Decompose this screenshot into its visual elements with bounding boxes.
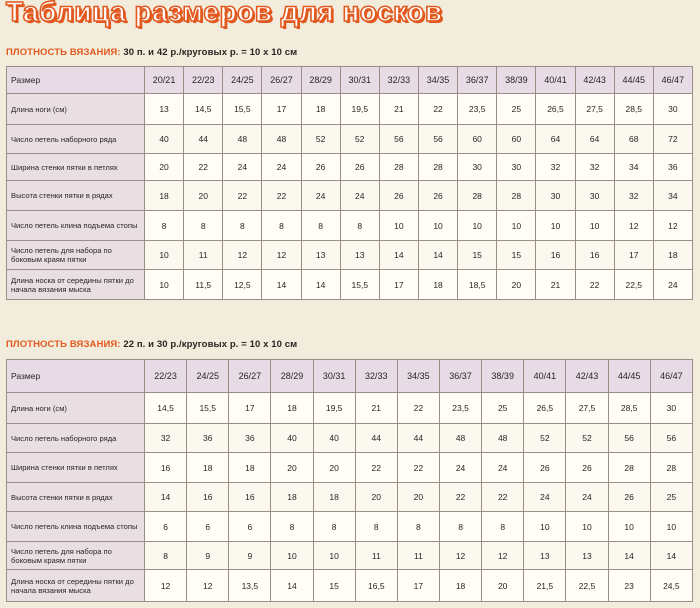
value-cell: 10 [145, 241, 184, 270]
size-header-cell: 22/23 [184, 67, 223, 94]
value-cell: 8 [340, 211, 379, 241]
value-cell: 22,5 [614, 270, 653, 300]
row-label: Число петель для набора по боковым краям пятки [7, 241, 145, 270]
value-cell: 9 [187, 542, 229, 570]
table-row [7, 542, 693, 570]
value-cell: 26 [340, 154, 379, 181]
value-cell: 10 [566, 512, 608, 542]
value-cell: 22 [575, 270, 614, 300]
value-cell: 36 [229, 424, 271, 453]
table-row [7, 125, 693, 154]
value-cell: 23,5 [439, 393, 481, 424]
value-cell: 16 [229, 483, 271, 512]
value-cell: 18 [145, 181, 184, 211]
value-cell: 26,5 [524, 393, 566, 424]
table-row [7, 94, 693, 125]
row-label: Высота стенки пятки в рядах [7, 181, 145, 211]
size-header-cell: 30/31 [340, 67, 379, 94]
value-cell: 14 [262, 270, 301, 300]
value-cell: 40 [313, 424, 355, 453]
table-row [7, 270, 693, 300]
value-cell: 18 [653, 241, 692, 270]
value-cell: 11 [184, 241, 223, 270]
gauge-line-2 [6, 339, 297, 350]
value-cell: 52 [524, 424, 566, 453]
value-cell: 15 [313, 570, 355, 602]
value-cell: 48 [439, 424, 481, 453]
value-cell: 27,5 [575, 94, 614, 125]
value-cell: 14,5 [145, 393, 187, 424]
value-cell: 12,5 [223, 270, 262, 300]
value-cell: 21 [536, 270, 575, 300]
table-row [7, 483, 693, 512]
value-cell: 14 [301, 270, 340, 300]
value-cell: 26 [301, 154, 340, 181]
value-cell: 25 [650, 483, 692, 512]
size-header-cell: 32/33 [379, 67, 418, 94]
value-cell: 30 [458, 154, 497, 181]
value-cell: 8 [184, 211, 223, 241]
value-cell: 19,5 [313, 393, 355, 424]
value-cell: 24 [566, 483, 608, 512]
value-cell: 28,5 [608, 393, 650, 424]
value-cell: 13 [340, 241, 379, 270]
value-cell: 25 [497, 94, 536, 125]
value-cell: 24 [340, 181, 379, 211]
value-cell: 13,5 [229, 570, 271, 602]
value-cell: 22 [355, 453, 397, 483]
size-header-cell: 38/39 [497, 67, 536, 94]
value-cell: 30 [650, 393, 692, 424]
size-header-cell: 44/45 [608, 360, 650, 393]
value-cell: 17 [397, 570, 439, 602]
value-cell: 10 [379, 211, 418, 241]
gauge-text: 22 п. и 30 р./круговых р. = 10 х 10 см [123, 339, 298, 350]
value-cell: 30 [497, 154, 536, 181]
header-label: Размер [7, 67, 145, 94]
row-label: Длина носка от середины пятки до начала вязания мыска [7, 570, 145, 602]
value-cell: 17 [614, 241, 653, 270]
value-cell: 20 [397, 483, 439, 512]
value-cell: 10 [650, 512, 692, 542]
value-cell: 68 [614, 125, 653, 154]
value-cell: 24 [439, 453, 481, 483]
size-header-cell: 24/25 [223, 67, 262, 94]
value-cell: 8 [301, 211, 340, 241]
value-cell: 32 [575, 154, 614, 181]
size-header-cell: 26/27 [262, 67, 301, 94]
value-cell: 28,5 [614, 94, 653, 125]
size-header-cell: 36/37 [458, 67, 497, 94]
value-cell: 6 [229, 512, 271, 542]
gauge-line-1 [6, 47, 297, 58]
value-cell: 15,5 [187, 393, 229, 424]
value-cell: 30 [536, 181, 575, 211]
value-cell: 14 [379, 241, 418, 270]
value-cell: 14,5 [184, 94, 223, 125]
value-cell: 32 [145, 424, 187, 453]
size-header-cell: 20/21 [145, 67, 184, 94]
size-header-cell: 22/23 [145, 360, 187, 393]
table-row [7, 393, 693, 424]
value-cell: 16 [575, 241, 614, 270]
size-table-2 [6, 359, 693, 602]
value-cell: 12 [187, 570, 229, 602]
value-cell: 6 [187, 512, 229, 542]
size-header-cell: 28/29 [271, 360, 313, 393]
value-cell: 16 [145, 453, 187, 483]
value-cell: 8 [271, 512, 313, 542]
value-cell: 64 [575, 125, 614, 154]
value-cell: 17 [262, 94, 301, 125]
value-cell: 12 [614, 211, 653, 241]
value-cell: 20 [482, 570, 524, 602]
value-cell: 11 [397, 542, 439, 570]
table-row [7, 512, 693, 542]
value-cell: 21,5 [524, 570, 566, 602]
value-cell: 36 [187, 424, 229, 453]
value-cell: 26 [608, 483, 650, 512]
value-cell: 24 [223, 154, 262, 181]
value-cell: 22 [418, 94, 457, 125]
size-header-cell: 44/45 [614, 67, 653, 94]
value-cell: 27,5 [566, 393, 608, 424]
value-cell: 19,5 [340, 94, 379, 125]
value-cell: 22 [397, 393, 439, 424]
size-header-cell: 46/47 [653, 67, 692, 94]
value-cell: 17 [379, 270, 418, 300]
value-cell: 8 [439, 512, 481, 542]
value-cell: 20 [271, 453, 313, 483]
size-header-cell: 46/47 [650, 360, 692, 393]
value-cell: 28 [608, 453, 650, 483]
value-cell: 22 [482, 483, 524, 512]
value-cell: 22 [223, 181, 262, 211]
table-row [7, 211, 693, 241]
value-cell: 16 [187, 483, 229, 512]
value-cell: 18 [439, 570, 481, 602]
value-cell: 52 [566, 424, 608, 453]
value-cell: 26,5 [536, 94, 575, 125]
value-cell: 30 [575, 181, 614, 211]
value-cell: 32 [614, 181, 653, 211]
size-header-cell: 26/27 [229, 360, 271, 393]
size-header-cell: 32/33 [355, 360, 397, 393]
row-label: Длина ноги (см) [7, 393, 145, 424]
size-table-1 [6, 66, 693, 300]
table-header-row [7, 360, 693, 393]
value-cell: 32 [536, 154, 575, 181]
value-cell: 14 [418, 241, 457, 270]
value-cell: 20 [313, 453, 355, 483]
value-cell: 72 [653, 125, 692, 154]
row-label: Высота стенки пятки в рядах [7, 483, 145, 512]
value-cell: 56 [418, 125, 457, 154]
value-cell: 8 [223, 211, 262, 241]
value-cell: 22 [439, 483, 481, 512]
value-cell: 22 [262, 181, 301, 211]
table-row [7, 241, 693, 270]
value-cell: 13 [566, 542, 608, 570]
row-label: Длина ноги (см) [7, 94, 145, 125]
value-cell: 30 [653, 94, 692, 125]
value-cell: 14 [271, 570, 313, 602]
value-cell: 18 [418, 270, 457, 300]
gauge-key: ПЛОТНОСТЬ ВЯЗАНИЯ: [6, 47, 121, 58]
value-cell: 34 [614, 154, 653, 181]
row-label: Число петель клина подъема стопы [7, 512, 145, 542]
size-header-cell: 36/37 [439, 360, 481, 393]
value-cell: 15,5 [223, 94, 262, 125]
value-cell: 10 [575, 211, 614, 241]
value-cell: 26 [524, 453, 566, 483]
value-cell: 26 [379, 181, 418, 211]
gauge-key: ПЛОТНОСТЬ ВЯЗАНИЯ: [6, 339, 121, 350]
value-cell: 20 [184, 181, 223, 211]
value-cell: 24 [262, 154, 301, 181]
value-cell: 12 [145, 570, 187, 602]
value-cell: 8 [262, 211, 301, 241]
gauge-text: 30 п. и 42 р./круговых р. = 10 х 10 см [123, 47, 298, 58]
table-row [7, 154, 693, 181]
value-cell: 18 [187, 453, 229, 483]
value-cell: 52 [301, 125, 340, 154]
value-cell: 21 [355, 393, 397, 424]
value-cell: 20 [145, 154, 184, 181]
value-cell: 8 [145, 211, 184, 241]
value-cell: 22 [397, 453, 439, 483]
value-cell: 10 [145, 270, 184, 300]
row-label: Число петель наборного ряда [7, 125, 145, 154]
value-cell: 20 [355, 483, 397, 512]
value-cell: 8 [313, 512, 355, 542]
row-label: Число петель для набора по боковым краям пятки [7, 542, 145, 570]
value-cell: 12 [653, 211, 692, 241]
value-cell: 21 [379, 94, 418, 125]
value-cell: 10 [524, 512, 566, 542]
value-cell: 10 [608, 512, 650, 542]
value-cell: 24 [653, 270, 692, 300]
value-cell: 15 [458, 241, 497, 270]
value-cell: 10 [497, 211, 536, 241]
value-cell: 52 [340, 125, 379, 154]
value-cell: 13 [524, 542, 566, 570]
value-cell: 28 [379, 154, 418, 181]
size-header-cell: 30/31 [313, 360, 355, 393]
value-cell: 10 [418, 211, 457, 241]
value-cell: 10 [271, 542, 313, 570]
size-header-cell: 38/39 [482, 360, 524, 393]
value-cell: 15,5 [340, 270, 379, 300]
value-cell: 14 [608, 542, 650, 570]
value-cell: 8 [145, 542, 187, 570]
value-cell: 18 [271, 393, 313, 424]
value-cell: 60 [497, 125, 536, 154]
size-header-cell: 42/43 [566, 360, 608, 393]
value-cell: 16,5 [355, 570, 397, 602]
value-cell: 18 [301, 94, 340, 125]
row-label: Ширина стенки пятки в петлях [7, 453, 145, 483]
value-cell: 24 [524, 483, 566, 512]
value-cell: 11,5 [184, 270, 223, 300]
page-title: Таблица размеров для носков [6, 0, 443, 27]
value-cell: 18 [313, 483, 355, 512]
value-cell: 56 [608, 424, 650, 453]
value-cell: 40 [271, 424, 313, 453]
value-cell: 17 [229, 393, 271, 424]
value-cell: 8 [397, 512, 439, 542]
value-cell: 10 [536, 211, 575, 241]
size-header-cell: 34/35 [397, 360, 439, 393]
value-cell: 18,5 [458, 270, 497, 300]
value-cell: 44 [184, 125, 223, 154]
value-cell: 22,5 [566, 570, 608, 602]
header-label: Размер [7, 360, 145, 393]
value-cell: 15 [497, 241, 536, 270]
value-cell: 25 [482, 393, 524, 424]
size-header-cell: 34/35 [418, 67, 457, 94]
value-cell: 48 [262, 125, 301, 154]
size-header-cell: 40/41 [536, 67, 575, 94]
value-cell: 13 [145, 94, 184, 125]
value-cell: 23,5 [458, 94, 497, 125]
value-cell: 8 [355, 512, 397, 542]
value-cell: 12 [223, 241, 262, 270]
value-cell: 28 [650, 453, 692, 483]
size-header-cell: 28/29 [301, 67, 340, 94]
row-label: Число петель наборного ряда [7, 424, 145, 453]
value-cell: 28 [458, 181, 497, 211]
value-cell: 22 [184, 154, 223, 181]
value-cell: 56 [650, 424, 692, 453]
value-cell: 11 [355, 542, 397, 570]
table-header-row [7, 67, 693, 94]
value-cell: 44 [355, 424, 397, 453]
value-cell: 28 [418, 154, 457, 181]
value-cell: 60 [458, 125, 497, 154]
table-row [7, 453, 693, 483]
row-label: Длина носка от середины пятки до начала вязания мыска [7, 270, 145, 300]
table-row [7, 181, 693, 211]
value-cell: 24 [482, 453, 524, 483]
value-cell: 64 [536, 125, 575, 154]
value-cell: 24,5 [650, 570, 692, 602]
value-cell: 44 [397, 424, 439, 453]
value-cell: 12 [262, 241, 301, 270]
table-row [7, 424, 693, 453]
value-cell: 14 [145, 483, 187, 512]
value-cell: 12 [482, 542, 524, 570]
row-label: Число петель клина подъема стопы [7, 211, 145, 241]
table-row [7, 570, 693, 602]
value-cell: 6 [145, 512, 187, 542]
value-cell: 28 [497, 181, 536, 211]
value-cell: 40 [145, 125, 184, 154]
size-header-cell: 40/41 [524, 360, 566, 393]
value-cell: 36 [653, 154, 692, 181]
size-header-cell: 24/25 [187, 360, 229, 393]
value-cell: 9 [229, 542, 271, 570]
value-cell: 13 [301, 241, 340, 270]
value-cell: 56 [379, 125, 418, 154]
value-cell: 48 [482, 424, 524, 453]
value-cell: 18 [229, 453, 271, 483]
value-cell: 26 [566, 453, 608, 483]
row-label: Ширина стенки пятки в петлях [7, 154, 145, 181]
value-cell: 14 [650, 542, 692, 570]
value-cell: 12 [439, 542, 481, 570]
value-cell: 26 [418, 181, 457, 211]
value-cell: 10 [458, 211, 497, 241]
value-cell: 16 [536, 241, 575, 270]
value-cell: 20 [497, 270, 536, 300]
value-cell: 48 [223, 125, 262, 154]
value-cell: 18 [271, 483, 313, 512]
size-header-cell: 42/43 [575, 67, 614, 94]
value-cell: 23 [608, 570, 650, 602]
value-cell: 34 [653, 181, 692, 211]
value-cell: 10 [313, 542, 355, 570]
value-cell: 24 [301, 181, 340, 211]
value-cell: 8 [482, 512, 524, 542]
